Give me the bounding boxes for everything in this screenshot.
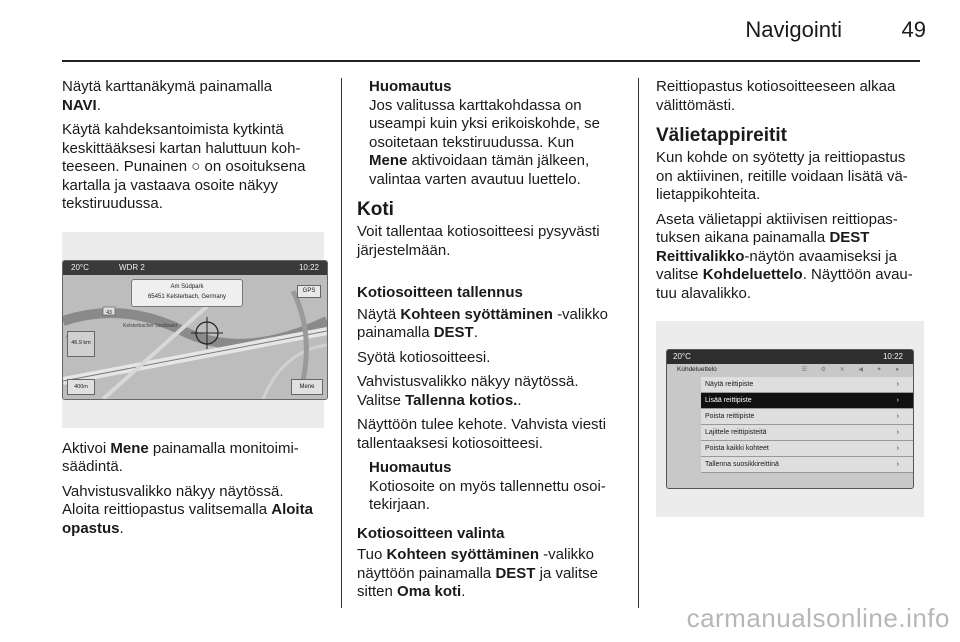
paragraph-tallennus-3: Vahvistusvalikko näkyy näytössä. Valitse Tallenna kotios..: [357, 373, 579, 409]
menu-item[interactable]: [701, 425, 913, 441]
heading-valinta: Kotiosoitteen valinta: [357, 524, 505, 542]
menu-item[interactable]: [701, 441, 913, 457]
page-title: Navigointi: [745, 17, 842, 42]
column-3: [656, 78, 924, 517]
paragraph-valietappi-1: Kun kohde on syötetty ja reittiopastus on aktiivinen, reitille voidaan lisätä vä-lietappikohteita.: [656, 149, 908, 203]
paragraph-vahvistus: Vahvistusvalikko näkyy näytössä. Aloita reittiopastus valitsemalla Aloita opastus.: [62, 482, 313, 537]
menu-item-label: Lajittele reittipisteitä: [705, 429, 767, 436]
menu-screenshot: [666, 349, 914, 489]
menu-header: [667, 364, 913, 376]
map-status-bar: [63, 261, 327, 275]
menu-item[interactable]: [701, 409, 913, 425]
chevron-right-icon: ›: [896, 429, 899, 436]
header-rule: [62, 60, 920, 62]
menu-item-label: Poista kaikki kohteet: [705, 445, 769, 452]
paragraph-valietappi-2: Aseta välietappi aktiivisen reittiopas-tuksen aikana painamalla DEST Reittivalikko-näytön avaamiseksi ja valitse Kohdeluettelo. Näyttöön avau-tuu alavalikko.: [656, 210, 913, 302]
menu-list: [701, 377, 913, 473]
chevron-right-icon: ›: [896, 445, 899, 452]
column-2: [357, 78, 619, 608]
mene-button[interactable]: Mene: [291, 379, 323, 395]
chevron-right-icon: ›: [896, 413, 899, 420]
temperature: 20°C: [71, 262, 89, 272]
menu-title: Kohdeluettelo: [677, 366, 717, 373]
menu-screenshot-frame: [656, 321, 924, 517]
paragraph-aktivoi: Aktivoi Mene painamalla monitoimi-säädintä.: [62, 439, 299, 475]
distance-box: 46.9 km: [67, 331, 95, 357]
chevron-right-icon: ›: [896, 461, 899, 468]
radio-station: WDR 2: [119, 262, 145, 272]
chevron-right-icon: ›: [896, 381, 899, 388]
svg-text:Kelsterbacher Stadtwald: Kelsterbacher Stadtwald: [123, 322, 178, 329]
clock: 10:22: [298, 262, 319, 272]
circle-icon: ○: [191, 158, 201, 175]
column-1: [62, 78, 324, 544]
menu-item-label: Lisää reittipiste: [705, 397, 752, 404]
page-header: [0, 0, 960, 60]
address-box: Am Südpark 65451 Kelsterbach, Germany: [131, 279, 243, 307]
menu-item[interactable]: [701, 457, 913, 473]
menu-toolbar-icons: ☰ ⚙ ✕ ◀ ✦ ●: [801, 367, 905, 373]
map-screenshot-frame: [62, 232, 324, 428]
paragraph-tallennus-4: Näyttöön tulee kehote. Vahvista viesti tallentaaksesi kotiosoitteesi.: [357, 416, 607, 452]
menu-item-label: Tallenna suosikkireittinä: [705, 461, 779, 468]
menu-item-label: Näytä reittipiste: [705, 381, 754, 388]
menu-item-label: Poista reittipiste: [705, 413, 755, 420]
paragraph-tallennus-1: Näytä Kohteen syöttäminen -valikko painamalla DEST.: [357, 305, 608, 341]
menu-item[interactable]: [701, 377, 913, 393]
note-title: Huomautus: [369, 78, 452, 95]
menu-status-bar: [667, 350, 913, 364]
paragraph-koti: Voit tallentaa kotiosoitteesi pysyvästi järjestelmään.: [357, 223, 600, 259]
map-screenshot: [62, 260, 328, 400]
note-title: Huomautus: [369, 459, 452, 476]
paragraph-joystick: Käytä kahdeksantoimista kytkintä keskittääksesi kartan haluttuun koh-teeseen. Punainen ○ on osoituksena kartalla ja vastaava osoite näkyy tekstiruudussa.: [62, 121, 306, 212]
heading-valietappireitit: Välietappireitit: [656, 125, 787, 146]
svg-text:43: 43: [106, 309, 112, 316]
temperature: 20°C: [673, 352, 691, 361]
map-scale: 400m: [67, 379, 95, 395]
column-divider-2: [638, 78, 639, 608]
page-number: 49: [901, 17, 926, 42]
gps-badge: GPS: [297, 285, 321, 298]
paragraph-reittiopastus: Reittiopastus kotiosoitteeseen alkaa välittömästi.: [656, 78, 896, 114]
menu-item[interactable]: [701, 393, 913, 409]
chevron-right-icon: ›: [896, 397, 899, 404]
heading-tallennus: Kotiosoitteen tallennus: [357, 284, 523, 301]
paragraph-tallennus-2: Syötä kotiosoitteesi.: [357, 348, 491, 366]
paragraph-navi: Näytä karttanäkymä painamalla NAVI.: [62, 78, 273, 114]
column-divider-1: [341, 78, 342, 608]
note-box-1: Huomautus Jos valitussa karttakohdassa on useampi kuin yksi erikoiskohde, se osoitetaan tekstiruudussa. Kun Mene aktivoidaan tämän jälkeen, valintaa varten avautuu luettelo.: [369, 78, 619, 189]
paragraph-valinta: Tuo Kohteen syöttäminen -valikko näyttöön painamalla DEST ja valitse sitten Oma koti.: [357, 546, 598, 600]
heading-koti: Koti: [357, 199, 394, 220]
note-box-2: Huomautus Kotiosoite on myös tallennettu osoi-tekirjaan.: [369, 459, 619, 515]
clock: 10:22: [882, 352, 903, 361]
watermark: carmanualsonline.info: [686, 603, 950, 633]
